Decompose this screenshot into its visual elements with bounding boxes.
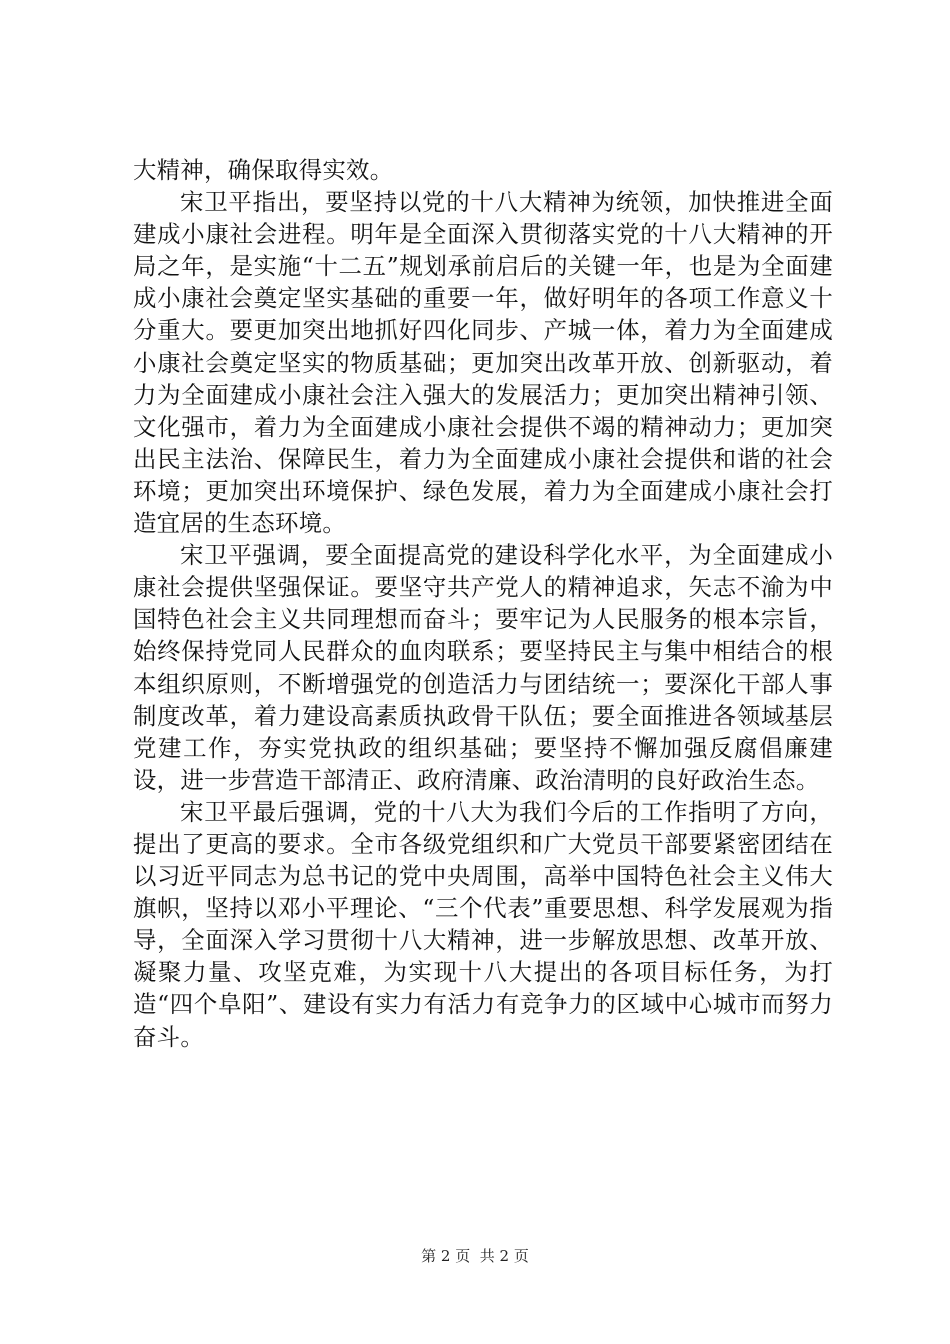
paragraph-song-weiping-emphasizes: 宋卫平强调，要全面提高党的建设科学化水平，为全面建成小康社会提供坚强保证。要坚守共产党人的精神追求，矢志不渝为中国特色社会主义共同理想而奋斗；要牢记为人民服务的根本宗旨，始终保持党同人民群众的血肉联系；要坚持民主与集中相结合的根本组织原则，不断增强党的创造活力与团结统一；要深化干部人事制度改革，着力建设高素质执政骨干队伍；要全面推进各领域基层党建工作，夯实党执政的组织基础；要坚持不懈加强反腐倡廉建设，进一步营造干部清正、政府清廉、政治清明的良好政治生态。: [133, 541, 833, 794]
paragraph-song-weiping-points-out: 宋卫平指出，要坚持以党的十八大精神为统领，加快推进全面建成小康社会进程。明年是全面深入贯彻落实党的十八大精神的开局之年，是实施“十二五”规划承前启后的关键一年，也是为全面建成小康社会奠定坚实基础的重要一年，做好明年的各项工作意义十分重大。要更加突出地抓好四化同步、产城一体，着力为全面建成小康社会奠定坚实的物质基础；更加突出改革开放、创新驱动，着力为全面建成小康社会注入强大的发展活力；更加突出精神引领、文化强市，着力为全面建成小康社会提供不竭的精神动力；更加突出民主法治、保障民生，着力为全面建成小康社会提供和谐的社会环境；更加突出环境保护、绿色发展，着力为全面建成小康社会打造宜居的生态环境。: [133, 188, 833, 538]
paragraph-continuation: 大精神，确保取得实效。: [133, 156, 394, 184]
page-footer: [0, 1246, 950, 1266]
page-number: 第 2 页: [421, 1247, 471, 1265]
total-pages: 共 2 页: [479, 1247, 529, 1265]
document-body: [133, 154, 833, 1053]
footer-spacer: [470, 1247, 480, 1265]
paragraph-song-weiping-finally-emphasizes: 宋卫平最后强调，党的十八大为我们今后的工作指明了方向，提出了更高的要求。全市各级党组织和广大党员干部要紧密团结在以习近平同志为总书记的党中央周围，高举中国特色社会主义伟大旗帜，坚持以邓小平理论、“三个代表”重要思想、科学发展观为指导，全面深入学习贯彻十八大精神，进一步解放思想、改革开放、凝聚力量、攻坚克难，为实现十八大提出的各项目标任务，为打造“四个阜阳”、建设有实力有活力有竞争力的区域中心城市而努力奋斗。: [133, 797, 833, 1051]
